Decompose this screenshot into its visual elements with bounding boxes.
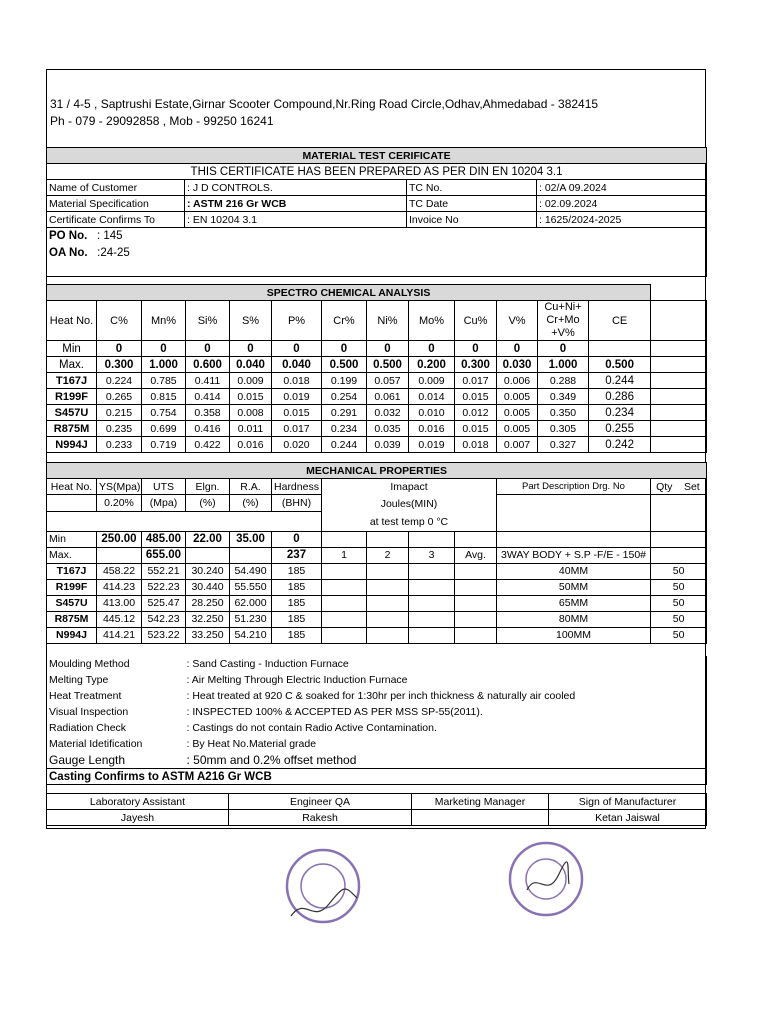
po-value: : 145: [96, 230, 123, 242]
chem-max-6: 0.500: [322, 357, 367, 373]
chem-r2-c11: 0.350: [538, 405, 589, 421]
process-row: [47, 720, 707, 736]
casting-confirm-line: Casting Confirms to ASTM A216 Gr WCB: [47, 769, 707, 785]
mech-h-ra: R.A.: [230, 479, 272, 495]
signature-table: [46, 793, 707, 826]
mech-h-heat: Heat No.: [47, 479, 97, 495]
mech-r2-c3: 28.250: [186, 595, 230, 611]
mech-r0-imp3: [455, 563, 497, 579]
chem-header-5: P%: [272, 301, 322, 341]
chem-r0-c7: 0.057: [367, 373, 409, 389]
process-value-0: : Sand Casting - Induction Furnace: [185, 656, 707, 672]
mech-r0-c0: T167J: [47, 563, 97, 579]
mech-r4-c4: 54.210: [230, 627, 272, 643]
chem-r0-c2: 0.785: [142, 373, 186, 389]
chem-min-5: 0: [272, 341, 322, 357]
mech-min-ra: 35.00: [230, 531, 272, 547]
company-address-block: [50, 96, 598, 130]
mech-r2-c2: 525.47: [142, 595, 186, 611]
chem-r0-c9: 0.017: [455, 373, 497, 389]
chem-r2-c12: 0.234: [589, 405, 651, 421]
mech-r0-c1: 458.22: [97, 563, 142, 579]
mech-part-blank: [497, 495, 651, 532]
oa-label: OA No.: [49, 247, 88, 259]
process-label-4: Radiation Check: [47, 720, 185, 736]
mech-h-hardness: Hardness: [272, 479, 322, 495]
mech-r2-c0: S457U: [47, 595, 97, 611]
chem-max-extra: [651, 357, 707, 373]
mech-r1-c1: 414.23: [97, 579, 142, 595]
sig-role-lab: Laboratory Assistant: [47, 794, 229, 810]
mech-row: [47, 579, 707, 595]
mech-unit-heat: [47, 495, 97, 512]
chem-r1-c7: 0.061: [367, 389, 409, 405]
chem-r1-c10: 0.005: [497, 389, 538, 405]
chem-r4-c4: 0.016: [230, 437, 272, 453]
mech-r0-qty: 50: [651, 563, 707, 579]
part-description: 3WAY BODY + S.P -F/E - 150#: [497, 547, 651, 563]
impact-col-3: 3: [409, 547, 455, 563]
mech-r4-c5: 185: [272, 627, 322, 643]
mech-r3-c1: 445.12: [97, 611, 142, 627]
company-address: 31 / 4-5 , Saptrushi Estate,Girnar Scooter Compound,Nr.Ring Road Circle,Odhav,Ahmedabad - 382415: [50, 97, 599, 111]
chem-header-9: Cu%: [455, 301, 497, 341]
mech-r2-part: 65MM: [497, 595, 651, 611]
process-label-0: Moulding Method: [47, 656, 185, 672]
chem-row: [47, 421, 707, 437]
mech-r4-c3: 33.250: [186, 627, 230, 643]
sig-name-marketing: [412, 810, 549, 826]
mech-r1-qty: 50: [651, 579, 707, 595]
chem-max-0: Max.: [47, 357, 97, 373]
chem-r3-c3: 0.416: [186, 421, 230, 437]
sig-role-manufacturer: Sign of Manufacturer: [549, 794, 707, 810]
process-row: [47, 704, 707, 720]
chem-r0-c6: 0.199: [322, 373, 367, 389]
mech-r2-c1: 413.00: [97, 595, 142, 611]
chem-r2-c9: 0.012: [455, 405, 497, 421]
chem-r1-c8: 0.014: [409, 389, 455, 405]
mech-h-impact: Imapact: [322, 479, 497, 495]
process-label-6: Gauge Length: [47, 752, 185, 769]
mech-r0-part: 40MM: [497, 563, 651, 579]
chem-r1-c11: 0.349: [538, 389, 589, 405]
chem-r0-c3: 0.411: [186, 373, 230, 389]
po-oa-block: [47, 228, 707, 277]
chem-r0-c4: 0.009: [230, 373, 272, 389]
chem-r0-c11: 0.288: [538, 373, 589, 389]
mech-r3-part: 80MM: [497, 611, 651, 627]
chem-r4-c10: 0.007: [497, 437, 538, 453]
chem-header-4: S%: [230, 301, 272, 341]
sig-role-qa: Engineer QA: [229, 794, 412, 810]
mech-max-uts: 655.00: [142, 547, 186, 563]
chem-r2-c6: 0.291: [322, 405, 367, 421]
chem-r1-c5: 0.019: [272, 389, 322, 405]
chem-r4-c12: 0.242: [589, 437, 651, 453]
chem-r3-c7: 0.035: [367, 421, 409, 437]
chem-r4-c8: 0.019: [409, 437, 455, 453]
mech-r4-imp3: [455, 627, 497, 643]
process-row: [47, 672, 707, 688]
impact-col-1: 1: [322, 547, 367, 563]
chem-min-2: 0: [142, 341, 186, 357]
chem-r2-c1: 0.215: [97, 405, 142, 421]
mech-max-ys: [97, 547, 142, 563]
chem-r2-c2: 0.754: [142, 405, 186, 421]
chem-min-4: 0: [230, 341, 272, 357]
chem-max-8: 0.200: [409, 357, 455, 373]
mech-r3-imp3: [455, 611, 497, 627]
mech-r4-qty: 50: [651, 627, 707, 643]
chem-header-6: Cr%: [322, 301, 367, 341]
chem-r2-c7: 0.032: [367, 405, 409, 421]
chem-header-10: V%: [497, 301, 538, 341]
chem-r0-c1: 0.224: [97, 373, 142, 389]
chem-r4-c2: 0.719: [142, 437, 186, 453]
jd-controls-stamp: [283, 846, 363, 926]
mech-r2-qty: 50: [651, 595, 707, 611]
chem-r1-c3: 0.414: [186, 389, 230, 405]
chem-r4-c3: 0.422: [186, 437, 230, 453]
mech-unit-hardness: (BHN): [272, 495, 322, 512]
chem-min-12: [589, 341, 651, 357]
impact-temp: at test temp 0 °C: [369, 515, 449, 528]
mech-h-set: Set: [678, 479, 707, 495]
chem-r4-c1: 0.233: [97, 437, 142, 453]
spec-value: : ASTM 216 Gr WCB: [185, 196, 407, 212]
mech-r1-imp0: [322, 579, 367, 595]
mech-r0-imp0: [322, 563, 367, 579]
invoice-value: : 1625/2024-2025: [537, 212, 707, 228]
mech-unit-ys: 0.20%: [97, 495, 142, 512]
chem-r3-c6: 0.234: [322, 421, 367, 437]
chem-r0-c8: 0.009: [409, 373, 455, 389]
mech-h-uts: UTS: [142, 479, 186, 495]
chem-min-0: Min: [47, 341, 97, 357]
process-row: [47, 688, 707, 704]
mech-r0-imp2: [409, 563, 455, 579]
mech-r3-imp0: [322, 611, 367, 627]
chem-r4-c7: 0.039: [367, 437, 409, 453]
mech-r3-c3: 32.250: [186, 611, 230, 627]
mech-r4-imp2: [409, 627, 455, 643]
chem-max-row: [47, 357, 707, 373]
mech-r0-c3: 30.240: [186, 563, 230, 579]
mech-h-qty: Qty: [651, 479, 678, 495]
chem-r3-c1: 0.235: [97, 421, 142, 437]
chem-r3-extra: [651, 421, 707, 437]
chem-r4-c11: 0.327: [538, 437, 589, 453]
process-row: [47, 656, 707, 672]
chem-r1-c1: 0.265: [97, 389, 142, 405]
process-row: [47, 736, 707, 752]
mech-impact-unit: [322, 495, 497, 532]
mech-r3-c2: 542.23: [142, 611, 186, 627]
chem-title: SPECTRO CHEMICAL ANALYSIS: [47, 285, 651, 301]
chem-r4-c5: 0.020: [272, 437, 322, 453]
chem-max-4: 0.040: [230, 357, 272, 373]
chem-min-8: 0: [409, 341, 455, 357]
mech-min-hardness: 0: [272, 531, 322, 547]
chem-r0-c10: 0.006: [497, 373, 538, 389]
mech-row: [47, 563, 707, 579]
chem-header-8: Mo%: [409, 301, 455, 341]
header-table: [46, 147, 707, 277]
process-value-4: : Castings do not contain Radio Active Contamination.: [185, 720, 707, 736]
mech-r1-c0: R199F: [47, 579, 97, 595]
chem-min-1: 0: [97, 341, 142, 357]
chemical-analysis-table: [46, 284, 707, 453]
chem-row: [47, 389, 707, 405]
mech-r3-qty: 50: [651, 611, 707, 627]
oa-value: :24-25: [97, 247, 130, 259]
chem-r2-c3: 0.358: [186, 405, 230, 421]
mech-r1-part: 50MM: [497, 579, 651, 595]
chem-min-9: 0: [455, 341, 497, 357]
po-label: PO No.: [49, 230, 88, 242]
certificate-subtitle: THIS CERTIFICATE HAS BEEN PREPARED AS PER DIN EN 10204 3.1: [47, 164, 707, 180]
chem-header-11: Cu+Ni+ Cr+Mo +V%: [538, 301, 589, 341]
chem-header-row: [47, 301, 707, 341]
chem-r3-c10: 0.005: [497, 421, 538, 437]
mech-min-label: Min: [47, 531, 97, 547]
mech-h-ys: YS(Mpa): [97, 479, 142, 495]
mech-r2-c5: 185: [272, 595, 322, 611]
chem-r3-c9: 0.015: [455, 421, 497, 437]
mech-r1-imp2: [409, 579, 455, 595]
company-phone: Ph - 079 - 29092858 , Mob - 99250 16241: [50, 114, 274, 128]
chem-r1-c12: 0.286: [589, 389, 651, 405]
process-row: [47, 752, 707, 769]
mech-row: [47, 595, 707, 611]
chem-r3-c12: 0.255: [589, 421, 651, 437]
mech-min-uts: 485.00: [142, 531, 186, 547]
chem-max-5: 0.040: [272, 357, 322, 373]
confirms-value: : EN 10204 3.1: [185, 212, 407, 228]
chem-r4-extra: [651, 437, 707, 453]
mech-r0-c2: 552.21: [142, 563, 186, 579]
mech-unit-elgn: (%): [186, 495, 230, 512]
chem-r3-c5: 0.017: [272, 421, 322, 437]
chem-min-3: 0: [186, 341, 230, 357]
mech-r4-imp1: [367, 627, 409, 643]
mech-r2-c4: 62.000: [230, 595, 272, 611]
mech-h-elgn: Elgn.: [186, 479, 230, 495]
mech-r0-c4: 54.490: [230, 563, 272, 579]
chem-min-10: 0: [497, 341, 538, 357]
chem-max-9: 0.300: [455, 357, 497, 373]
chem-r3-c8: 0.016: [409, 421, 455, 437]
chem-r3-c11: 0.305: [538, 421, 589, 437]
chem-r1-c4: 0.015: [230, 389, 272, 405]
chem-min-7: 0: [367, 341, 409, 357]
chem-r2-c0: S457U: [47, 405, 97, 421]
chem-max-12: 0.500: [589, 357, 651, 373]
confirms-label: Certificate Confirms To: [47, 212, 185, 228]
impact-col-avg: Avg.: [455, 547, 497, 563]
mech-r4-part: 100MM: [497, 627, 651, 643]
chem-min-row: [47, 341, 707, 357]
mech-max-label: Max.: [47, 547, 97, 563]
chem-r2-c8: 0.010: [409, 405, 455, 421]
chem-r2-extra: [651, 405, 707, 421]
mech-r4-imp0: [322, 627, 367, 643]
process-label-3: Visual Inspection: [47, 704, 185, 720]
mech-h-part: Part Description Drg. No: [497, 479, 651, 495]
mech-r2-imp0: [322, 595, 367, 611]
mechanical-properties-table: [46, 462, 707, 644]
mech-r0-c5: 185: [272, 563, 322, 579]
mech-r3-c5: 185: [272, 611, 322, 627]
sig-name-manufacturer: Ketan Jaiswal: [549, 810, 707, 826]
chem-header-0: Heat No.: [47, 301, 97, 341]
mech-r2-imp1: [367, 595, 409, 611]
mech-r1-imp1: [367, 579, 409, 595]
sig-role-marketing: Marketing Manager: [412, 794, 549, 810]
process-value-1: : Air Melting Through Electric Induction Furnace: [185, 672, 707, 688]
chem-header-1: C%: [97, 301, 142, 341]
chem-max-11: 1.000: [538, 357, 589, 373]
mech-r2-imp3: [455, 595, 497, 611]
tc-date-label: TC Date: [407, 196, 537, 212]
chem-r3-c2: 0.699: [142, 421, 186, 437]
mech-r4-c1: 414.21: [97, 627, 142, 643]
process-label-2: Heat Treatment: [47, 688, 185, 704]
sig-name-lab: Jayesh: [47, 810, 229, 826]
chem-r2-c5: 0.015: [272, 405, 322, 421]
impact-col-2: 2: [367, 547, 409, 563]
tc-no-value: : 02/A 09.2024: [537, 180, 707, 196]
mech-r1-c5: 185: [272, 579, 322, 595]
tc-date-value: : 02.09.2024: [537, 196, 707, 212]
chem-min-extra: [651, 341, 707, 357]
chem-r1-c2: 0.815: [142, 389, 186, 405]
chem-r3-c0: R875M: [47, 421, 97, 437]
chem-r0-c5: 0.018: [272, 373, 322, 389]
chem-r4-c6: 0.244: [322, 437, 367, 453]
mech-unit-ra: (%): [230, 495, 272, 512]
process-value-3: : INSPECTED 100% & ACCEPTED AS PER MSS SP-55(2011).: [185, 704, 707, 720]
process-value-5: : By Heat No.Material grade: [185, 736, 707, 752]
customer-label: Name of Customer: [47, 180, 185, 196]
chem-row: [47, 405, 707, 421]
invoice-label: Invoice No: [407, 212, 537, 228]
chem-r1-extra: [651, 389, 707, 405]
mech-unit-uts: (Mpa): [142, 495, 186, 512]
chem-max-10: 0.030: [497, 357, 538, 373]
chem-r1-c9: 0.015: [455, 389, 497, 405]
chem-header-2: Mn%: [142, 301, 186, 341]
mech-r0-imp1: [367, 563, 409, 579]
process-value-6: : 50mm and 0.2% offset method: [185, 752, 707, 769]
mech-min-ys: 250.00: [97, 531, 142, 547]
mech-row: [47, 627, 707, 643]
mech-spacer: [47, 511, 322, 531]
mech-max-elgn: [186, 547, 230, 563]
chem-min-11: 0: [538, 341, 589, 357]
chem-r0-c12: 0.244: [589, 373, 651, 389]
chem-r1-c6: 0.254: [322, 389, 367, 405]
chem-r3-c4: 0.011: [230, 421, 272, 437]
mech-r3-imp2: [409, 611, 455, 627]
chem-max-7: 0.500: [367, 357, 409, 373]
chem-r0-extra: [651, 373, 707, 389]
chem-header-7: Ni%: [367, 301, 409, 341]
customer-value: : J D CONTROLS.: [185, 180, 407, 196]
chem-max-2: 1.000: [142, 357, 186, 373]
chem-max-1: 0.300: [97, 357, 142, 373]
jaiswal-casting-stamp: [507, 840, 585, 918]
chem-r1-c0: R199F: [47, 389, 97, 405]
mech-max-ra: [230, 547, 272, 563]
chem-row: [47, 437, 707, 453]
process-label-5: Material Idetification: [47, 736, 185, 752]
chem-row: [47, 373, 707, 389]
mech-r1-imp3: [455, 579, 497, 595]
spec-label: Material Specification: [47, 196, 185, 212]
chem-header-12: CE: [589, 301, 651, 341]
chem-max-3: 0.600: [186, 357, 230, 373]
chem-header-extra: [651, 301, 707, 341]
mech-r1-c2: 522.23: [142, 579, 186, 595]
process-label-1: Melting Type: [47, 672, 185, 688]
chem-r2-c10: 0.005: [497, 405, 538, 421]
process-value-2: : Heat treated at 920 C & soaked for 1:30hr per inch thickness & naturally air cooled: [185, 688, 707, 704]
process-table: [46, 656, 707, 785]
mech-qty-blank: [651, 495, 707, 532]
chem-header-3: Si%: [186, 301, 230, 341]
mech-r4-c2: 523.22: [142, 627, 186, 643]
tc-no-label: TC No.: [407, 180, 537, 196]
mech-r3-c0: R875M: [47, 611, 97, 627]
chem-min-6: 0: [322, 341, 367, 357]
mech-r3-imp1: [367, 611, 409, 627]
mech-min-elgn: 22.00: [186, 531, 230, 547]
mech-row: [47, 611, 707, 627]
mech-r2-imp2: [409, 595, 455, 611]
mech-max-hardness: 237: [272, 547, 322, 563]
impact-joules: Joules(MIN): [380, 497, 438, 510]
mech-title: MECHANICAL PROPERTIES: [47, 463, 707, 479]
page-title: MATERIAL TEST CERIFICATE: [47, 148, 707, 164]
mech-r1-c4: 55.550: [230, 579, 272, 595]
sig-name-qa: Rakesh: [229, 810, 412, 826]
chem-r0-c0: T167J: [47, 373, 97, 389]
mech-r1-c3: 30.440: [186, 579, 230, 595]
chem-r2-c4: 0.008: [230, 405, 272, 421]
mech-r3-c4: 51.230: [230, 611, 272, 627]
chem-r4-c0: N994J: [47, 437, 97, 453]
chem-r4-c9: 0.018: [455, 437, 497, 453]
mech-r4-c0: N994J: [47, 627, 97, 643]
